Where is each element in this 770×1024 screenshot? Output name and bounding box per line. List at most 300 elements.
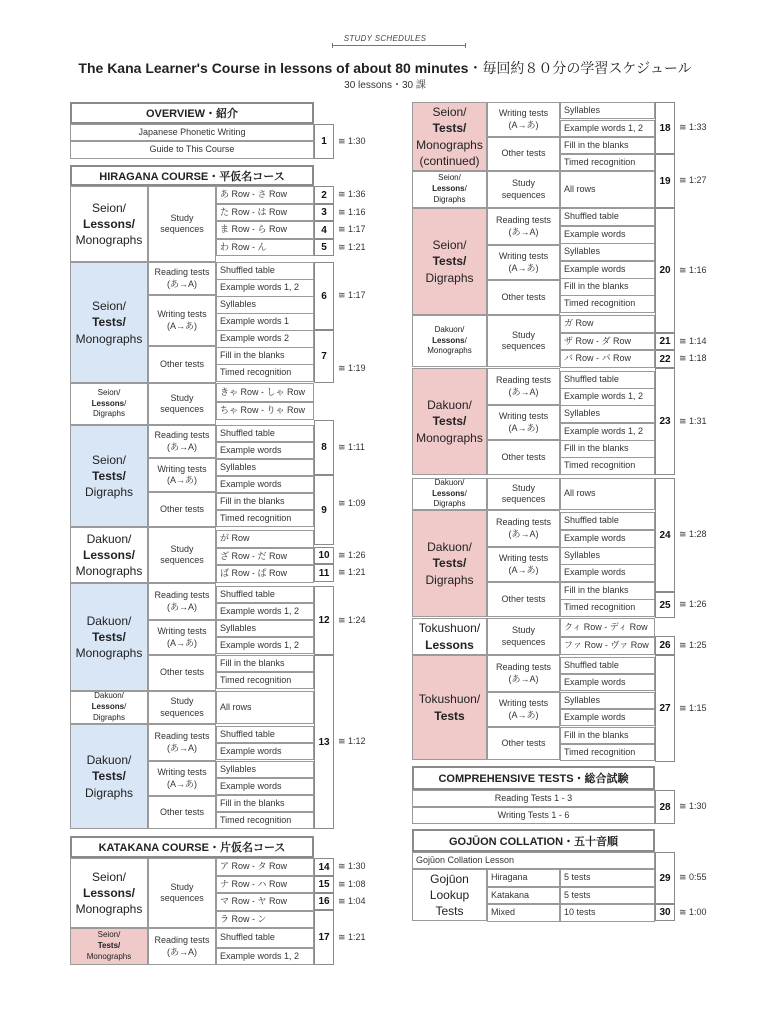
label-part: Seion/ [91,869,127,884]
label-part: Seion/ [432,105,467,120]
writing-tests [148,458,216,492]
gojuon-count: 5 tests [560,887,655,905]
reading-tests [148,928,216,965]
reading-tests [487,655,560,692]
label-part: Monographs [75,902,143,917]
label-part: Seion/ [438,173,461,183]
label-part: Monographs [86,951,132,961]
reading-tests-text [496,375,551,398]
lesson-duration: ≅ 1:30 [338,861,366,871]
test-item: Example words 1, 2 [216,279,314,297]
page-title [0,58,770,78]
lesson-duration: ≅ 1:30 [338,135,366,146]
label-part: Study [170,212,194,223]
r-dakuon-lessons-monographs-text [427,325,471,357]
label-part: / [464,184,467,194]
reading-tests [148,724,216,761]
label-part: (あ→A) [508,673,539,684]
label-part: Writing tests [498,251,549,262]
label-part: Digraphs [433,194,466,204]
lesson-number: 11 [314,564,334,582]
test-item: Timed recognition [216,812,314,829]
test-item: Fill in the blanks [216,347,314,365]
seion-tests-monographs-cont [412,102,487,171]
test-item: Syllables [560,102,655,119]
tokushuon-tests [412,655,487,760]
test-item: Fill in the blanks [216,493,314,510]
writing-tests [487,547,560,582]
seion-tests-digraphs-text [85,452,133,501]
title-en: The Kana Learner's Course in lessons of about 80 minutes [78,60,469,76]
label-part: Dakuon/ [434,478,465,487]
other-tests-text [501,148,545,159]
test-item: Fill in the blanks [560,137,655,154]
label-part: / [464,335,467,345]
writing-tests-text [499,108,548,131]
row-range: た Row - は Row [216,204,314,222]
label-part: Seion/ [91,452,127,467]
lesson-number: 7 [314,330,334,383]
row-range: クィ Row - ディ Row [560,618,655,637]
row-range: ざ Row - だ Row [216,548,314,566]
label-part: (A→あ) [166,778,197,789]
label-part: Reading tests [495,375,552,386]
lesson-number: 15 [314,876,334,893]
lesson-number: 4 [314,221,334,239]
test-item: Example words 1, 2 [560,423,655,441]
lesson-number: 12 [314,586,334,655]
test-item: Shuffled table [216,425,314,442]
overview-row-1: Japanese Phonetic Writing [70,124,314,141]
test-item: Timed recognition [560,154,655,171]
r-dakuon-tests-monographs [412,368,487,475]
label-part: Other tests [159,503,204,514]
label-part: Tests/ [432,414,467,429]
section-hiragana: HIRAGANA COURSE・平仮名コース [70,165,314,186]
lesson-duration: ≅ 1:19 [338,362,366,373]
comp-row-2: Writing Tests 1 - 6 [412,807,655,824]
label-part: Writing tests [498,108,549,119]
test-item: Shuffled table [560,208,655,226]
other-tests-text [160,667,204,678]
label-part: Lessons [432,184,465,194]
katakana-seion-lessons-monographs-text [76,869,143,918]
reading-tests [487,510,560,547]
reading-tests-text [154,590,209,613]
label-part: Digraphs [84,785,134,800]
lesson-number: 14 [314,858,334,876]
seion-tests-digraphs [70,425,148,527]
label-part: sequences [160,404,204,414]
dakuon-lessons-digraphs-text [92,691,127,723]
label-part: sequences [501,494,546,504]
lesson-duration: ≅ 1:17 [338,290,366,300]
page-tag: STUDY SCHEDULES [343,34,427,43]
label-part: Study [170,543,194,554]
reading-tests [148,425,216,458]
section-gojuon: GOJŪON COLLATION・五十音順 [412,829,655,852]
test-item: Syllables [216,620,314,637]
test-item: Example words 1, 2 [216,637,314,654]
label-part: Other tests [159,358,204,369]
other-tests [487,280,560,315]
label-part: Study [170,696,194,707]
row-range: が Row [216,530,314,548]
reading-tests-text [154,430,209,453]
label-part: Tests/ [92,629,126,644]
other-tests-text [160,504,204,515]
dakuon-tests-digraphs-text [85,752,133,801]
writing-tests [148,620,216,655]
katakana-seion-lessons-monographs [70,858,148,928]
label-part: Writing tests [498,553,549,564]
lesson-number: 26 [655,636,675,655]
label-part: Writing tests [157,767,207,778]
section-comprehensive: COMPREHENSIVE TESTS・総合試験 [412,766,655,790]
writing-tests-text [499,698,548,721]
test-item: Syllables [560,692,655,709]
study-sequences [148,186,216,262]
study-sequences-text [160,882,204,905]
label-part: (A→あ) [508,564,539,575]
label-part: Digraphs [425,270,474,285]
label-part: Lessons [432,488,465,498]
study-sequences-text [502,625,546,648]
test-item: Fill in the blanks [560,582,655,600]
r-seion-lessons-digraphs-text [432,173,467,205]
lesson-duration: ≅ 1:04 [338,895,366,906]
label-part: Tests [435,904,464,919]
other-tests-text [501,738,545,749]
row-range: きゃ Row - しゃ Row [216,383,314,402]
lesson-number: 17 [314,910,334,965]
r-dakuon-lessons-digraphs-text [432,478,467,510]
test-item: Timed recognition [560,457,655,475]
lesson-number: 10 [314,547,334,564]
study-sequences [148,527,216,583]
seion-lessons-monographs-text [76,200,143,249]
lesson-duration: ≅ 1:08 [338,878,366,889]
test-item: Syllables [560,243,655,261]
row-range: ザ Row - ダ Row [560,333,655,351]
overview-row-2: Guide to This Course [70,141,314,159]
test-item: Syllables [560,405,655,423]
other-tests [487,440,560,475]
dakuon-tests-monographs [70,583,148,691]
test-item: Example words 1, 2 [560,120,655,137]
label-part: Writing tests [157,626,207,637]
test-item: Syllables [216,459,314,476]
comp-row-1: Reading Tests 1 - 3 [412,790,655,807]
label-part: Other tests [159,806,204,817]
lesson-number: 23 [655,368,675,475]
label-part: (あ→A) [166,441,197,452]
label-part: (あ→A) [508,226,539,237]
lesson-number: 22 [655,350,675,368]
row-range: バ Row - パ Row [560,350,655,368]
label-part: / [124,398,127,408]
writing-tests-text [157,464,206,487]
other-tests-text [501,292,545,303]
row-range: わ Row - ん [216,239,314,257]
test-item: Shuffled table [560,657,655,674]
label-part: Reading tests [154,935,210,946]
study-sequences-text [160,544,204,567]
test-item: Syllables [560,547,655,565]
label-part: sequences [160,224,204,234]
test-item: Example words [216,743,314,760]
label-part: Dakuon/ [434,324,465,334]
r-dakuon-lessons-digraphs [412,478,487,510]
gojuon-set: Mixed [487,904,560,922]
row-range: ラ Row - ン [216,911,314,929]
label-part: Tests/ [92,468,126,483]
label-part: Lessons [425,637,474,652]
other-tests [148,492,216,527]
test-item: Timed recognition [216,510,314,527]
test-item: Example words [216,778,314,795]
label-part: Tokushuon/ [418,692,481,707]
writing-tests-text [157,309,206,332]
label-part: sequences [501,189,546,200]
other-tests-text [160,807,204,818]
lesson-number: 28 [655,790,675,824]
label-part: Study [170,881,194,892]
label-part: Writing tests [498,698,549,709]
dakuon-lessons-monographs [70,527,148,583]
label-part: (あ→A) [166,742,197,753]
writing-tests-text [499,251,548,274]
other-tests [148,796,216,829]
label-part: Writing tests [157,463,207,474]
dakuon-lessons-digraphs [70,691,148,724]
test-item: Timed recognition [560,599,655,617]
row-range: あ Row - さ Row [216,186,314,204]
gojuon-lesson: Gojūon Collation Lesson [412,852,655,869]
label-part: Monographs [416,137,483,152]
test-item: Example words 1, 2 [216,948,314,965]
label-part: Reading tests [495,517,552,528]
gojuon-lookup-tests [412,869,487,921]
label-part: Seion/ [91,299,127,314]
label-part: Seion/ [91,200,127,215]
seion-tests-monographs-cont-text [416,104,483,169]
label-part: (A→あ) [166,475,197,485]
study-sequences-text [502,330,546,353]
katakana-seion-tests-monographs [70,928,148,965]
r-seion-tests-digraphs [412,208,487,315]
lesson-duration: ≅ 1:11 [338,441,365,452]
study-sequences [487,315,560,367]
test-item: Syllables [216,761,314,778]
all-rows: All rows [560,478,655,510]
label-part: (あ→A) [166,946,197,957]
test-item: Fill in the blanks [560,278,655,296]
label-part: Lessons [432,335,465,345]
label-part: Reading tests [495,215,552,226]
writing-tests [148,295,216,346]
label-part: Writing tests [157,309,207,320]
label-part: Tokushuon/ [418,621,481,636]
lesson-number: 18 [655,102,675,154]
label-part: Reading tests [154,267,210,278]
label-part: (A→あ) [508,709,539,720]
label-part: Lessons/ [82,216,136,231]
label-part: Digraphs [84,485,134,500]
label-part: Dakuon/ [427,540,472,555]
r-dakuon-tests-monographs-text [416,397,483,446]
label-part: Reading tests [154,430,210,441]
lesson-number: 19 [655,154,675,208]
row-range: ナ Row - ハ Row [216,876,314,894]
row-range: ちゃ Row - りゃ Row [216,402,314,420]
row-range: ガ Row [560,315,655,333]
label-part: Study [511,329,535,340]
row-range: マ Row - ヤ Row [216,893,314,911]
tokushuon-lessons [412,618,487,655]
test-item: Example words 1, 2 [216,603,314,620]
lesson-duration: ≅ 1:36 [338,189,366,199]
other-tests-text [501,594,545,605]
label-part: Digraphs [92,409,125,419]
gojuon-count: 5 tests [560,869,655,887]
label-part: (A→あ) [166,637,197,648]
label-part: Study [170,392,194,403]
row-range: ファ Row - ヴァ Row [560,637,655,655]
test-item: Example words [560,709,655,726]
writing-tests-text [157,626,206,649]
test-item: Example words [560,674,655,691]
study-sequences [148,858,216,928]
label-part: Dakuon/ [86,531,132,546]
label-part: Tests [434,708,465,723]
test-item: Example words [560,261,655,279]
lesson-number: 3 [314,204,334,221]
r-dakuon-tests-digraphs-text [425,539,473,588]
reading-tests-text [496,517,551,540]
reading-tests-text [154,935,209,958]
lesson-duration: ≅ 1:27 [679,175,707,185]
study-sequences-text [502,483,546,506]
seion-lessons-digraphs [70,383,148,425]
gojuon-lookup-tests-text [430,871,469,920]
lesson-duration: ≅ 1:17 [338,224,366,234]
label-part: Lessons [91,702,125,712]
label-part: / [464,488,467,498]
test-item: Fill in the blanks [216,795,314,812]
label-part: Other tests [501,148,546,159]
label-part: Dakuon/ [427,398,472,413]
reading-tests-text [496,662,551,685]
label-part: Monographs [75,233,143,248]
other-tests [487,727,560,760]
label-part: Tests/ [432,556,467,571]
label-part: sequences [160,707,204,718]
label-part: Dakuon/ [94,691,124,701]
writing-tests-text [157,767,206,790]
test-item: Fill in the blanks [560,727,655,744]
label-part: Dakuon/ [86,753,132,768]
tokushuon-tests-text [419,691,480,723]
label-part: Tests/ [432,121,467,136]
other-tests [487,137,560,171]
lesson-duration: ≅ 1:21 [338,241,366,252]
r-seion-tests-digraphs-text [425,237,473,286]
label-part: Monographs [75,331,143,346]
tag-divider [332,45,466,46]
study-sequences [148,383,216,425]
lesson-number: 2 [314,186,334,204]
reading-tests [148,583,216,620]
test-item: Example words 1 [216,313,314,331]
label-part: sequences [501,636,546,647]
label-part: Gojūon [430,871,469,886]
title-jp: ・毎回約８０分の学習スケジュール [468,60,692,76]
lesson-number: 29 [655,852,675,904]
test-item: Shuffled table [560,512,655,530]
test-item: Example words [560,564,655,582]
lesson-number: 16 [314,893,334,910]
label-part: Other tests [501,291,546,302]
study-sequences-text [160,696,204,719]
other-tests-text [160,359,204,370]
label-part: Tests/ [92,315,126,330]
lesson-duration: ≅ 1:33 [679,122,707,132]
label-part: (あ→A) [508,386,539,397]
other-tests [148,346,216,383]
writing-tests [148,761,216,796]
label-part: Writing tests [498,411,549,422]
lesson-duration: ≅ 1:15 [679,702,707,713]
label-part: Monographs [75,564,143,579]
label-part: Reading tests [154,731,210,742]
r-dakuon-tests-digraphs [412,510,487,617]
label-part: Other tests [501,737,546,748]
lesson-number: 9 [314,475,334,545]
lesson-duration: ≅ 1:30 [679,801,707,811]
test-item: Example words 2 [216,330,314,348]
lesson-duration: ≅ 1:24 [338,614,366,625]
test-item: Example words [560,226,655,244]
page-subtitle: 30 lessons・30 課 [344,80,426,91]
row-range: ア Row - タ Row [216,858,314,876]
test-item: Example words [216,476,314,493]
lesson-number: 1 [314,124,334,159]
lesson-duration: ≅ 1:31 [679,415,707,426]
test-item: Shuffled table [216,586,314,603]
lesson-number: 27 [655,655,675,762]
study-sequences-text [160,393,204,416]
writing-tests [487,245,560,280]
reading-tests-text [496,215,551,238]
reading-tests-text [154,267,209,290]
test-item: Fill in the blanks [216,655,314,672]
label-part: sequences [160,893,204,903]
lesson-duration: ≅ 1:25 [679,639,707,650]
row-range: ま Row - ら Row [216,221,314,239]
label-part: Lessons [91,398,125,408]
test-item: Example words [560,530,655,548]
label-part: (A→あ) [508,422,539,433]
r-dakuon-lessons-monographs [412,315,487,367]
reading-tests [487,368,560,405]
lesson-number: 5 [314,239,334,256]
test-item: Example words [216,442,314,459]
reading-tests [148,262,216,295]
katakana-seion-tests-monographs-text [87,930,131,962]
section-overview: OVERVIEW・紹介 [70,102,314,124]
label-part: / [124,702,127,712]
